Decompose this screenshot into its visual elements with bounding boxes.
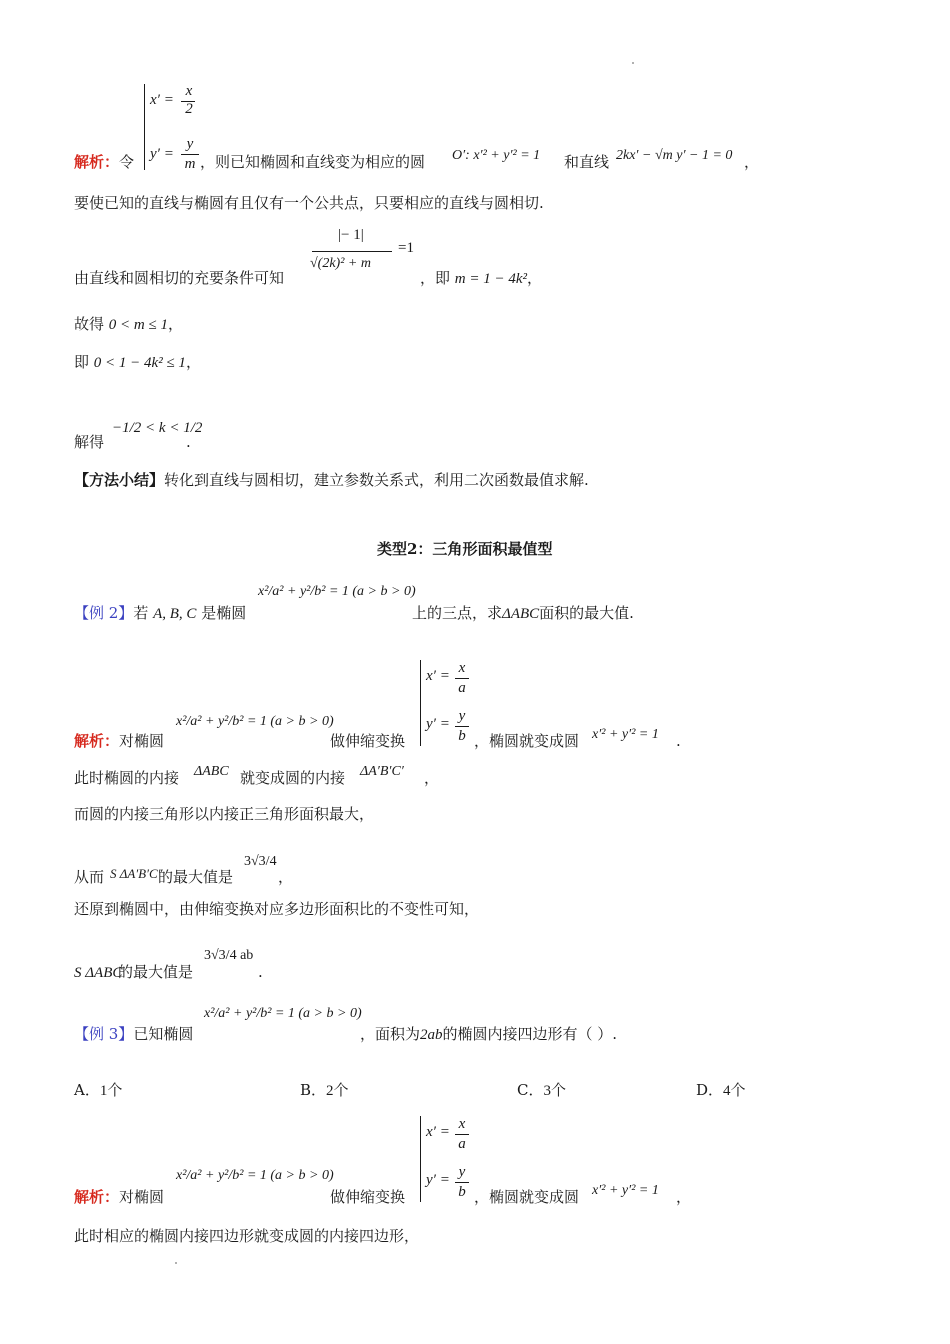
max-value-2: 3√3/4 ab <box>204 948 254 963</box>
ellipse-equation-ex3-sol: x²/a² + y²/b² = 1 (a > b > 0) <box>176 1168 334 1183</box>
s-abc-area: S ΔABC <box>74 965 123 981</box>
triangle-abc: ΔABC <box>502 606 540 622</box>
ellipse-equation-ex2-sol: x²/a² + y²/b² = 1 (a > b > 0) <box>176 714 334 729</box>
system-brace-2 <box>420 660 421 746</box>
example2-label: 【例 2】 <box>74 604 134 622</box>
section-title: 类型2：三角形面积最值型 <box>377 540 553 558</box>
document-page: x′ = x 2 y′ = y m 解析：令 ，则已知椭圆和直线变为相应的圆 O′: x′² + y′² = 1 和直线 2kx′ − √m y′ − 1 = 0 ， 要使已知的直线与椭圆有且仅有一个公共点，只要相应的直线与圆相切. |− 1| √(2k)² + m =1 由直线和圆相切的充要条件可知 ，即 m = 1 − 4k²， 故得 0 < m ≤ 1， 即 0 < 1 − 4k² ≤ 1， 解得 −1/2 < k < 1/2 . 【方法小结】转化到直线与圆相切，建立参数关系式，利用二次函数最值求解. 类型2：三角形面积最值型 【例 2】若 A, B, C 是椭圆 x²/a² + y²/b² = 1 (a > b > 0) 上的三点，求ΔABC面积的最大值. x′ = x a y′ = y b 解析：对椭圆 x²/a² + y²/b² = 1 (a > b > 0) 做伸缩变换 ，椭圆就变成圆 x′² + y′² = 1 . 此时椭圆的内接 ΔABC 就变成圆的内接 ΔA′B′C′ ， 而圆的内接三角形以内接正三角形面积最大， 从而 S ΔA′B′C′ 的最大值是 3√3/4 ， 还原到椭圆中，由伸缩变换对应多边形面积比的不变性可知， S ΔABC 的最大值是 3√3/4 ab . 【例 3】已知椭圆 x²/a² + y²/b² = 1 (a > b > 0) ，面积为2ab的椭圆内接四边形有（ ）. A．1个 B．2个 C．3个 D．4个 x′ = x a y′ = y b 解析：对椭圆 x²/a² + y²/b² = 1 (a > b > 0) 做伸缩变换 ，椭圆就变成圆 x′² + y′² = 1 ， 此时相应的椭圆内接四边形就变成圆的内接四边形， <box>0 0 950 1344</box>
option-d[interactable]: D．4个 <box>696 1081 746 1099</box>
method-summary-line: 【方法小结】转化到直线与圆相切，建立参数关系式，利用二次函数最值求解. <box>74 471 589 489</box>
example3-solution-line2: 此时相应的椭圆内接四边形就变成圆的内接四边形， <box>74 1227 420 1245</box>
method-summary-label: 【方法小结】 <box>74 471 165 489</box>
line-equation: 2kx′ − √m y′ − 1 = 0 <box>616 148 733 163</box>
example2-solution-line1: 解析：对椭圆 <box>74 732 165 750</box>
circle-ex3: x′² + y′² = 1 <box>592 1183 659 1198</box>
part1-line5: 即 0 < 1 − 4k² ≤ 1， <box>74 353 201 371</box>
scan-dot-top <box>632 62 634 64</box>
example2-solution-line4: 从而 <box>74 868 105 886</box>
inequality-2: 0 < 1 − 4k² ≤ 1 <box>93 355 186 371</box>
ellipse-equation-ex3: x²/a² + y²/b² = 1 (a > b > 0) <box>204 1006 362 1021</box>
part1-line1: 解析：令 <box>74 153 135 171</box>
system-frac-1b: y m <box>184 136 196 172</box>
system-brace-1 <box>144 84 145 170</box>
example2-solution-line3: 而圆的内接三角形以内接正三角形面积最大， <box>74 805 375 823</box>
system-eq-1a: x′ = <box>150 92 174 108</box>
part1-line4: 故得 0 < m ≤ 1， <box>74 315 183 333</box>
triangle-prime: ΔA′B′C′ <box>360 764 404 779</box>
part1-line6: 解得 <box>74 433 105 451</box>
s-prime-area: S ΔA′B′C′ <box>110 866 161 881</box>
option-b[interactable]: B．2个 <box>300 1081 349 1099</box>
part1-line2: 要使已知的直线与椭圆有且仅有一个公共点，只要相应的直线与圆相切. <box>74 194 544 212</box>
example2-question: 【例 2】若 A, B, C 是椭圆 <box>74 604 247 622</box>
example3-question: 【例 3】已知椭圆 <box>74 1025 194 1043</box>
area-2ab: 2ab <box>420 1027 443 1043</box>
system-brace-3 <box>420 1116 421 1202</box>
part1-line3: 由直线和圆相切的充要条件可知 <box>74 269 285 287</box>
system-frac-1a: x 2 <box>185 83 193 117</box>
abs-numerator: |− 1| <box>338 227 364 243</box>
scan-dot-bottom <box>175 1262 177 1264</box>
analysis-label: 解析： <box>74 153 120 171</box>
example2-solution-line2: 此时椭圆的内接 <box>74 769 180 787</box>
option-a[interactable]: A．1个 <box>74 1081 123 1099</box>
option-c[interactable]: C．3个 <box>517 1081 566 1099</box>
part1-line1b: ，则已知椭圆和直线变为相应的圆 <box>200 153 426 171</box>
example2-solution-line5: 还原到椭圆中，由伸缩变换对应多边形面积比的不变性可知， <box>74 900 480 918</box>
k-range-result: −1/2 < k < 1/2 <box>112 420 203 436</box>
example2-solution-line6 <box>74 962 122 983</box>
points-abc: A, B, C <box>153 606 197 622</box>
sqrt-denominator: √(2k)² + m <box>310 256 371 271</box>
inequality-1: 0 < m ≤ 1 <box>108 317 168 333</box>
example3-solution-line1: 解析：对椭圆 <box>74 1188 165 1206</box>
max-value-1: 3√3/4 <box>244 854 277 869</box>
example3-label: 【例 3】 <box>74 1025 134 1043</box>
ellipse-equation-ex2: x²/a² + y²/b² = 1 (a > b > 0) <box>258 584 416 599</box>
circle-ex2: x′² + y′² = 1 <box>592 727 659 742</box>
m-equation: m = 1 − 4k² <box>454 271 528 287</box>
and-line-text: 和直线 <box>564 153 610 171</box>
system-eq-1b: y′ = <box>150 146 174 162</box>
circle-equation: O′: x′² + y′² = 1 <box>452 148 541 163</box>
